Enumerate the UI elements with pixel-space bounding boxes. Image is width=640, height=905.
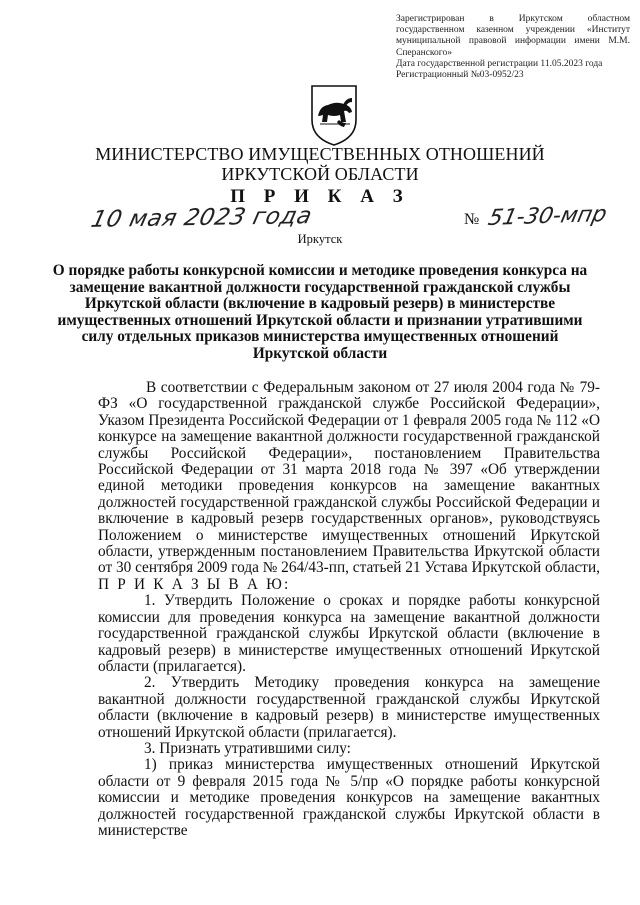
item-3-paragraph: 3. Признать утратившими силу:: [144, 739, 351, 757]
ministry-name-line1: МИНИСТЕРСТВО ИМУЩЕСТВЕННЫХ ОТНОШЕНИЙ: [95, 144, 545, 164]
preamble-paragraph: В соответствии с Федеральным законом от 27 июля 2004 года № 79-ФЗ «О государственной гражданской службе Российской Федерации», Указом Президента Российской Федерации от 1 февраля 2005 года № 112 «О конкурсе на замещение вакантной должности государственной гражданской службы Российской Федерации», постановлением Правительства Российской Федерации от 31 марта 2018 года № 397 «Об утверждении единой методики проведения конкурсов на замещение вакантных должностей государственной гражданской службы Российской Федерации и включение в кадровый резерв государственных органов», руководствуясь Положением о министерстве имущественных отношений Иркутской области, утвержденным постановлением Правительства Иркутской области от 30 сентября 2009 года № 264/43-пп, статьей 21 Устава Иркутской области,: [98, 379, 600, 577]
order-word: П Р И К А З Ы В А Ю:: [98, 575, 291, 593]
registration-stamp: [396, 14, 630, 81]
handwritten-date: 10 мая 2023 года: [88, 203, 315, 233]
item-2-paragraph: 2. Утвердить Методику проведения конкурса на замещение вакантной должности государственной гражданской службы Иркутской области (включение в кадровый резерв) в министерстве имущественных отношений Иркутской области (прилагается).: [98, 674, 600, 741]
document-body: [98, 380, 600, 839]
number-sign: №: [464, 211, 480, 228]
coat-of-arms-emblem: [306, 82, 362, 148]
item-3-1-paragraph: 1) приказ министерства имущественных отношений Иркутской области от 9 февраля 2015 года № 5/пр «О порядке работы конкурсной комиссии и методике проведения конкурсов на замещение вакантных должностей государственной гражданской службы Иркутской области в министерстве: [98, 756, 600, 839]
document-number: [464, 201, 610, 232]
ministry-name-line2: ИРКУТСКОЙ ОБЛАСТИ: [221, 164, 419, 184]
handwritten-number: 51-30-мпр: [486, 201, 610, 232]
document-title: О порядке работы конкурсной комиссии и методике проведения конкурса на замещение вакантной должности государственной гражданской службы Иркутской области (включение в кадровый резерв) в министерстве имущественных отношений Иркутской области и признании утратившими силу отдельных приказов министерства имущественных отношений Иркутской области: [52, 262, 588, 362]
document-type-heading: П Р И К А З: [230, 186, 410, 207]
city-label: Иркутск: [297, 232, 343, 246]
registration-date: Дата государственной регистрации 11.05.2023 года: [396, 58, 603, 69]
registration-text: Зарегистрирован в Иркутском областном государственном казенном учреждении «Институт муниципальной правовой информации имени М.М. Сперанского»: [396, 14, 630, 58]
registration-number: Регистрационный №03-0952/23: [396, 70, 524, 81]
ministry-name: [0, 144, 640, 184]
item-1-paragraph: 1. Утвердить Положение о сроках и порядке работы конкурсной комиссии для проведения конкурса на замещение вакантной должности государственной гражданской службы Иркутской области (включение в кадровый резерв) в министерстве имущественных отношений Иркутской области (прилагается).: [98, 592, 600, 675]
